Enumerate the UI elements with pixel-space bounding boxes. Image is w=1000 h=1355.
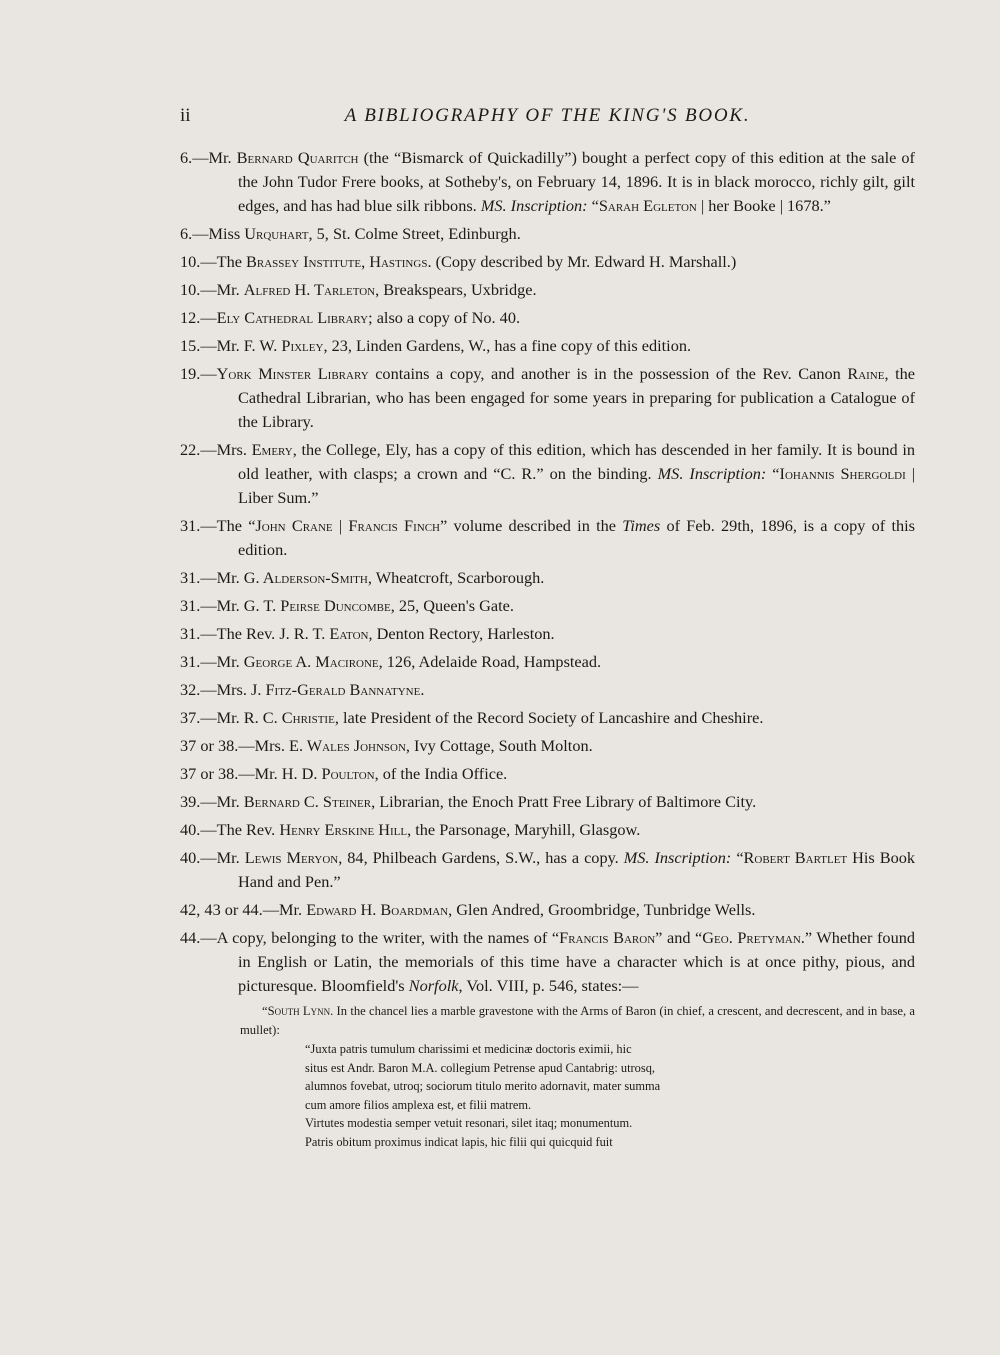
small-caps-name: G. T. Peirse Duncombe xyxy=(243,596,391,615)
text-run: , 126, Adelaide Road, Hampstead. xyxy=(378,652,602,671)
text-run: 37 or 38.—Mrs. xyxy=(180,736,289,755)
latin-epitaph xyxy=(305,1040,915,1152)
bibliography-entry xyxy=(180,650,915,674)
text-run: 15.—Mr. xyxy=(180,336,244,355)
small-caps-name: Henry Erskine Hill xyxy=(279,820,408,839)
text-run: 32.—Mrs. xyxy=(180,680,252,699)
text-run: , Glen Andred, Groombridge, Tunbridge Wells. xyxy=(448,900,756,919)
small-caps-name: H. D. Poulton xyxy=(281,764,375,783)
text-run: . (Copy described by Mr. Edward H. Marshall.) xyxy=(427,252,737,271)
small-caps-name: J. R. T. Eaton xyxy=(279,624,369,643)
text-run: “ xyxy=(766,464,780,483)
text-run: 31.—Mr. xyxy=(180,596,244,615)
text-run: ” and “ xyxy=(655,928,703,947)
text-run: 31.—Mr. xyxy=(180,568,244,587)
bibliography-entry xyxy=(180,566,915,590)
bibliography-entry xyxy=(180,734,915,758)
text-run: 31.—The “ xyxy=(180,516,256,535)
small-caps-name: Iohannis Shergoldi xyxy=(779,464,906,483)
bibliography-entry xyxy=(180,762,915,786)
text-run: , 84, Philbeach Gardens, S.W., has a copy. xyxy=(338,848,624,867)
page-header xyxy=(180,105,915,135)
epitaph-line: situs est Andr. Baron M.A. collegium Petrense apud Cantabrig: utrosq, xyxy=(305,1060,655,1075)
small-caps-name: South Lynn xyxy=(267,1004,331,1018)
small-caps-name: Francis Finch xyxy=(348,516,440,535)
epitaph-line: cum amore filios amplexa est, et filii matrem. xyxy=(305,1097,532,1112)
small-caps-name: J. Fitz-Gerald Bannatyne xyxy=(251,680,421,699)
small-caps-name: George A. Macirone xyxy=(243,652,379,671)
bibliography-entry xyxy=(180,594,915,618)
bibliography-entry xyxy=(180,250,915,274)
text-run: contains a copy, and another is in the possession of the Rev. Canon xyxy=(368,364,848,383)
text-run: , 25, Queen's Gate. xyxy=(390,596,514,615)
bibliography-entry xyxy=(180,362,915,434)
text-run: of Feb. 29th, 1896, is a copy of this edition. xyxy=(238,516,915,559)
text-run: 42, 43 or 44.—Mr. xyxy=(180,900,307,919)
page-number: ii xyxy=(180,105,191,126)
text-run: 6.—Mr. xyxy=(180,148,237,167)
bibliography-entry xyxy=(180,306,915,330)
small-caps-name: Emery xyxy=(251,440,293,459)
text-run: . In the chancel lies a marble gravestone with the Arms of Baron (in chief, a crescent, and decrescent, and in base, a mullet): xyxy=(240,1004,915,1037)
small-caps-name: Urquhart xyxy=(244,224,309,243)
small-caps-name: Edward H. Boardman xyxy=(306,900,449,919)
italic-text: MS. Inscription: xyxy=(657,464,767,483)
small-caps-name: Geo. Pretyman xyxy=(702,928,801,947)
small-caps-name: Bernard C. Steiner xyxy=(243,792,372,811)
bibliography-entry xyxy=(180,278,915,302)
text-run: 10.—The xyxy=(180,252,247,271)
small-caps-name: Brassey Institute, Hastings xyxy=(246,252,428,271)
small-caps-name: Sarah Egleton xyxy=(598,196,697,215)
bibliography-entry xyxy=(180,622,915,646)
italic-text: Times xyxy=(622,516,661,535)
epitaph-line: alumnos fovebat, utroq; sociorum titulo merito adornavit, mater summa xyxy=(305,1079,661,1094)
small-caps-name: E. Wales Johnson xyxy=(289,736,406,755)
text-run: , late President of the Record Society of Lancashire and Cheshire. xyxy=(334,708,764,727)
small-caps-name: Alfred H. Tarleton xyxy=(243,280,376,299)
text-run: , Breakspears, Uxbridge. xyxy=(375,280,537,299)
bibliography-entry xyxy=(180,818,915,842)
text-run: , Ivy Cottage, South Molton. xyxy=(405,736,593,755)
text-run: “ xyxy=(731,848,744,867)
bibliography-entry xyxy=(180,706,915,730)
bibliography-entry xyxy=(180,146,915,218)
epitaph-line: Virtutes modestia semper vetuit resonari, silet itaq; monumentum. xyxy=(305,1116,633,1131)
bibliography-entry xyxy=(180,678,915,702)
text-run: 40.—The Rev. xyxy=(180,820,280,839)
text-run: 10.—Mr. xyxy=(180,280,244,299)
bibliography-entry xyxy=(180,438,915,510)
text-run: 31.—Mr. xyxy=(180,652,244,671)
text-run: ; also a copy of No. 40. xyxy=(368,308,521,327)
text-run: “ xyxy=(262,1004,268,1018)
bibliography-entry xyxy=(180,514,915,562)
bibliography-entries xyxy=(180,146,915,1152)
text-run: 6.—Miss xyxy=(180,224,245,243)
epitaph-line: “Juxta patris tumulum charissimi et medicinæ doctoris eximii, hic xyxy=(305,1042,632,1056)
text-run: , Wheatcroft, Scarborough. xyxy=(367,568,545,587)
epitaph-line: Patris obitum proximus indicat lapis, hic filii qui quicquid fuit xyxy=(305,1134,613,1149)
text-run: , 5, St. Colme Street, Edinburgh. xyxy=(308,224,521,243)
bibliography-entry xyxy=(180,334,915,358)
bibliography-entry xyxy=(180,898,915,922)
text-run: (the “Bismarck of Quickadilly”) bought a perfect copy of this edition at the sale of the John Tudor Frere books, at Sotheby's, on February 14, 1896. It is in black morocco, richly gilt, gilt edges, and has had blue silk ribbons. xyxy=(238,148,915,215)
small-caps-name: Francis Baron xyxy=(559,928,656,947)
text-run: , the Cathedral Librarian, who has been engaged for some years in preparing for publication a Catalogue of the Library. xyxy=(238,364,916,431)
small-caps-name: Ely Cathedral Library xyxy=(216,308,369,327)
running-title: A BIBLIOGRAPHY OF THE KING'S BOOK. xyxy=(344,105,751,126)
text-run: | Liber Sum.” xyxy=(238,464,916,507)
italic-text: MS. Inscription: xyxy=(623,848,732,867)
text-run: 37.—Mr. xyxy=(180,708,244,727)
small-caps-name: Robert Bartlet xyxy=(743,848,848,867)
small-caps-name: F. W. Pixley xyxy=(243,336,324,355)
text-run: ” volume described in the xyxy=(440,516,623,535)
text-run: | xyxy=(332,516,349,535)
small-caps-name: Lewis Meryon xyxy=(244,848,339,867)
text-run: “ xyxy=(587,196,599,215)
text-run: , Denton Rectory, Harleston. xyxy=(368,624,555,643)
small-caps-name: Raine xyxy=(847,364,885,383)
text-run: 19.— xyxy=(180,364,217,383)
text-run: 39.—Mr. xyxy=(180,792,244,811)
small-caps-name: Bernard Quaritch xyxy=(236,148,359,167)
text-run: His Book Hand and Pen.” xyxy=(238,848,915,891)
text-run: 44.—A copy, belonging to the writer, with the names of “ xyxy=(180,928,560,947)
text-run: 37 or 38.—Mr. xyxy=(180,764,282,783)
text-run: 12.— xyxy=(180,308,217,327)
small-caps-name: R. C. Christie xyxy=(243,708,335,727)
text-run: , Librarian, the Enoch Pratt Free Library of Baltimore City. xyxy=(371,792,757,811)
bibliography-entry xyxy=(180,846,915,894)
bibliography-entry xyxy=(180,222,915,246)
small-caps-name: York Minster Library xyxy=(216,364,369,383)
bibliography-entry xyxy=(180,790,915,814)
small-caps-name: G. Alderson-Smith xyxy=(243,568,368,587)
small-caps-name: John Crane xyxy=(255,516,333,535)
text-run: 22.—Mrs. xyxy=(180,440,252,459)
text-run: , Vol. VIII, p. 546, states:— xyxy=(458,976,639,995)
text-run: 40.—Mr. xyxy=(180,848,245,867)
text-run: | her Booke | 1678.” xyxy=(696,196,831,215)
italic-text: MS. Inscription: xyxy=(480,196,588,215)
italic-text: Norfolk xyxy=(408,976,459,995)
text-run: . xyxy=(420,680,425,699)
text-run: 31.—The Rev. xyxy=(180,624,280,643)
text-run: , 23, Linden Gardens, W., has a fine copy of this edition. xyxy=(323,336,692,355)
text-run: , the College, Ely, has a copy of this edition, which has descended in her family. It is bound in old leather, with clasps; a crown and “C. R.” on the binding. xyxy=(238,440,916,483)
text-run: , the Parsonage, Maryhill, Glasgow. xyxy=(407,820,641,839)
text-run: .” Whether found in English or Latin, the memorials of this time have a character which is at once pithy, pious, and picturesque. Bloomfield's xyxy=(238,928,915,995)
bibliography-entry xyxy=(180,926,915,998)
text-run: , of the India Office. xyxy=(374,764,508,783)
quoted-passage xyxy=(240,1002,915,1040)
